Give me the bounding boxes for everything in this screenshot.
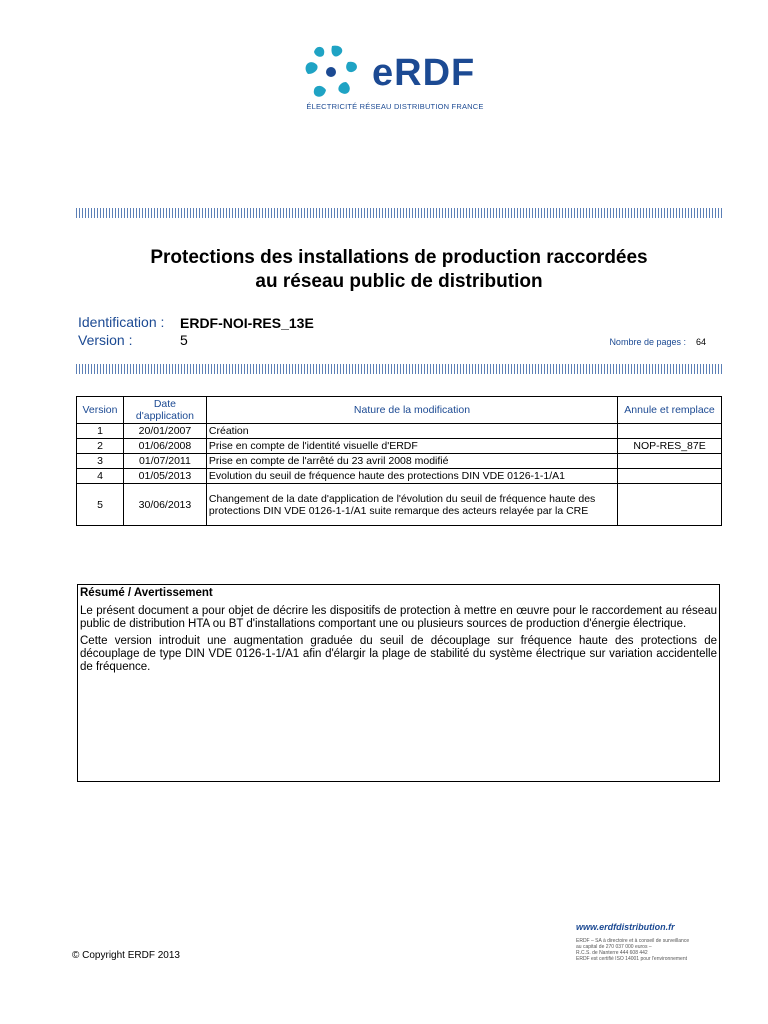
title-line-2: au réseau public de distribution <box>255 271 543 292</box>
page-count <box>609 337 706 347</box>
footer-legal-1: ERDF – SA à directoire et à conseil de surveillance <box>576 938 690 944</box>
row-version: 5 <box>77 484 124 526</box>
separator-bar-middle <box>76 364 722 374</box>
page-count-label: Nombre de pages : <box>609 337 686 347</box>
row-replaces <box>618 469 722 484</box>
row-nature: Changement de la date d'application de l'évolution du seuil de fréquence haute des protections DIN VDE 0126-1-1/A1 suite remarque des acteurs relayée par la CRE <box>206 484 617 526</box>
erdf-wordmark: eRDF <box>372 52 476 94</box>
row-date: 30/06/2013 <box>123 484 206 526</box>
erdf-logo-mark-icon <box>302 42 368 102</box>
row-replaces <box>618 424 722 439</box>
header-nature: Nature de la modification <box>206 397 617 424</box>
footer-legal-3: R.C.S. de Nanterre 444 608 442 <box>576 950 648 956</box>
row-date: 01/05/2013 <box>123 469 206 484</box>
row-version: 1 <box>77 424 124 439</box>
summary-title: Résumé / Avertissement <box>80 587 213 599</box>
row-replaces <box>618 484 722 526</box>
separator-bar-top <box>76 208 722 218</box>
footer-url-link[interactable]: www.erdfdistribution.fr <box>576 922 675 932</box>
page-count-value: 64 <box>695 337 706 347</box>
footer-legal-4: ERDF est certifié ISO 14001 pour l'environnement <box>576 956 688 962</box>
row-date: 01/07/2011 <box>123 454 206 469</box>
version-label: Version : <box>78 332 133 348</box>
row-nature: Création <box>206 424 617 439</box>
footer-info <box>576 922 726 962</box>
row-nature: Evolution du seuil de fréquence haute des protections DIN VDE 0126-1-1/A1 <box>206 469 617 484</box>
row-replaces <box>618 454 722 469</box>
header-date: Date d'application <box>123 397 206 424</box>
table-row <box>77 424 722 439</box>
document-title <box>76 246 722 294</box>
identification-value: ERDF-NOI-RES_13E <box>180 315 314 331</box>
erdf-logo <box>300 40 490 120</box>
summary-paragraph-2: Cette version introduit une augmentation graduée du seuil de découplage sur fréquence haute des protections de découplage de type DIN VDE 0126-1-1/A1 afin d'élargir la plage de stabilité du système électrique sur variation accidentelle de fréquence. <box>80 635 717 673</box>
header-replaces: Annule et remplace <box>618 397 722 424</box>
summary-paragraph-1: Le présent document a pour objet de décrire les dispositifs de protection à mettre en œuvre pour le raccordement au réseau public de distribution HTA ou BT d'installations comportant une ou plusieurs sources de production d'énergie électrique. <box>80 605 717 630</box>
header-version: Version <box>77 397 124 424</box>
row-date: 01/06/2008 <box>123 439 206 454</box>
row-version: 3 <box>77 454 124 469</box>
table-row <box>77 439 722 454</box>
version-value: 5 <box>180 332 188 348</box>
row-nature: Prise en compte de l'arrêté du 23 avril 2008 modifié <box>206 454 617 469</box>
footer-legal-2: au capital de 270 037 000 euros – <box>576 944 652 950</box>
summary-box <box>77 584 720 782</box>
row-replaces: NOP-RES_87E <box>618 439 722 454</box>
table-row <box>77 454 722 469</box>
row-version: 2 <box>77 439 124 454</box>
row-date: 20/01/2007 <box>123 424 206 439</box>
table-row <box>77 469 722 484</box>
revision-table <box>76 396 722 526</box>
row-version: 4 <box>77 469 124 484</box>
title-line-1: Protections des installations de production raccordées <box>150 247 648 268</box>
identification-label: Identification : <box>78 314 165 330</box>
copyright-text: © Copyright ERDF 2013 <box>72 950 180 961</box>
revision-header-row <box>77 397 722 424</box>
row-nature: Prise en compte de l'identité visuelle d'ERDF <box>206 439 617 454</box>
erdf-tagline: ÉLECTRICITÉ RÉSEAU DISTRIBUTION FRANCE <box>306 102 484 111</box>
table-row <box>77 484 722 526</box>
